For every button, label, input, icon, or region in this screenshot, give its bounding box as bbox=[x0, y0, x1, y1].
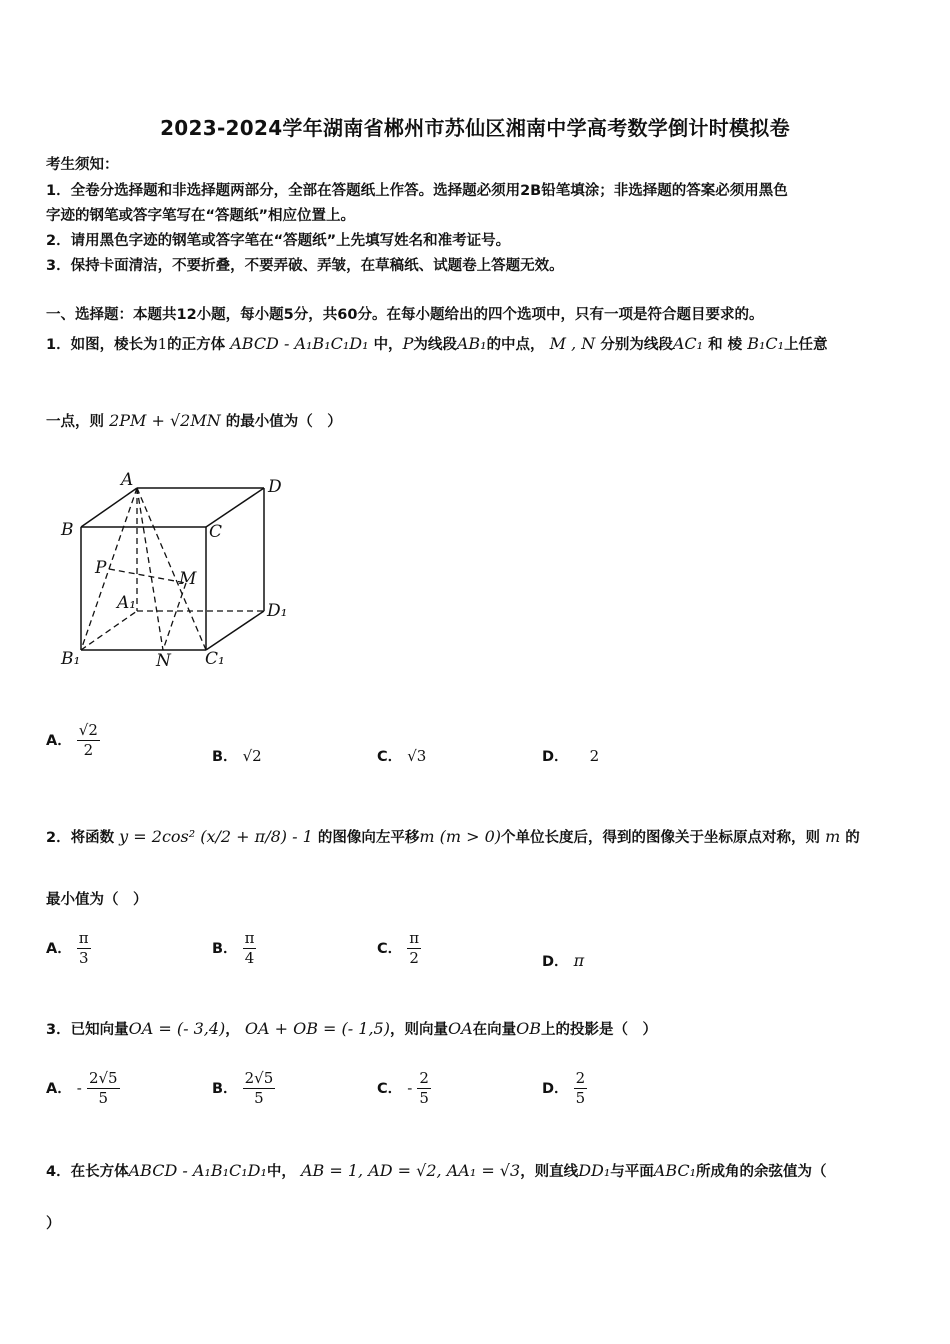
notice-heading: 考生须知： bbox=[46, 157, 119, 173]
edge-b1a1-hidden bbox=[81, 611, 137, 650]
label-p: P bbox=[95, 558, 107, 578]
edge-c1d1 bbox=[206, 611, 264, 650]
q1-option-a-value: $\frac{√2}{2}$ bbox=[78, 721, 98, 760]
label-m: M bbox=[179, 569, 197, 589]
q3-option-b[interactable]: B． $\frac{2√5}{5}$ bbox=[212, 1069, 274, 1108]
q2-function: y = 2cos² (x/2 + π/8) - 1 bbox=[119, 827, 313, 846]
label-a: A bbox=[121, 470, 134, 490]
q1-option-a[interactable]: A． $\frac{√2}{2}$ bbox=[46, 721, 98, 760]
q2-option-d[interactable]: D． π bbox=[542, 951, 585, 970]
q1-stem-line-2: 一点，则 2PM + √2MN 的最小值为（ ） bbox=[46, 411, 342, 430]
q2-option-a[interactable]: A． $\frac{\pi}{3}$ bbox=[46, 929, 89, 968]
cube-diagram bbox=[55, 466, 295, 681]
q1-option-b[interactable]: B． √2 bbox=[212, 747, 262, 765]
edge-ba bbox=[81, 488, 137, 527]
q2-stem-line-1: 2．将函数 y = 2cos² (x/2 + π/8) - 1 的图像向左平移m (m > 0)个单位长度后，得到的图像关于坐标原点对称，则 m 的 bbox=[46, 827, 860, 846]
label-b: B bbox=[61, 520, 74, 540]
label-c: C bbox=[209, 522, 223, 542]
q4-stem-line-1: 4．在长方体ABCD - A₁B₁C₁D₁中， AB = 1, AD = √2, AA₁ = √3，则直线DD₁与平面ABC₁所成角的余弦值为（ bbox=[46, 1161, 827, 1180]
q2-stem-line-2: 最小值为（ ） bbox=[46, 892, 148, 908]
label-n: N bbox=[156, 651, 171, 671]
q1-cube-name: ABCD - A₁B₁C₁D₁ bbox=[230, 334, 369, 353]
label-b1: B₁ bbox=[61, 649, 81, 669]
q1-stem-line-1: 1．如图，棱长为1的正方体 ABCD - A₁B₁C₁D₁ 中，P为线段AB₁的中点， M , N 分别为线段AC₁ 和 棱 B₁C₁上任意 bbox=[46, 334, 828, 353]
segment-an bbox=[137, 488, 163, 650]
q4-stem-line-2: ） bbox=[46, 1216, 61, 1232]
label-c1: C₁ bbox=[205, 649, 225, 669]
label-a1: A₁ bbox=[117, 593, 137, 613]
q1-expression: 2PM + √2MN bbox=[109, 411, 221, 430]
cube-figure bbox=[55, 466, 295, 685]
q3-option-a[interactable]: A． - $\frac{2√5}{5}$ bbox=[46, 1069, 118, 1108]
notice-line-1b: 字迹的钢笔或答字笔写在“答题纸”相应位置上。 bbox=[46, 208, 356, 224]
q1-edge-length: 1 bbox=[157, 335, 168, 353]
label-d: D bbox=[268, 477, 282, 497]
q1-option-d[interactable]: D． 2 bbox=[542, 747, 600, 765]
page-title: 2023-2024学年湖南省郴州市苏仙区湘南中学高考数学倒计时模拟卷 bbox=[160, 116, 790, 140]
section-heading: 一、选择题：本题共12小题，每小题5分，共60分。在每小题给出的四个选项中，只有一项是符合题目要求的。 bbox=[46, 307, 764, 323]
notice-line-2: 2．请用黑色字迹的钢笔或答字笔在“答题纸”上先填写姓名和准考证号。 bbox=[46, 233, 511, 249]
q1-option-c[interactable]: C． √3 bbox=[377, 747, 427, 765]
q2-option-c[interactable]: C． $\frac{\pi}{2}$ bbox=[377, 929, 420, 968]
q2-option-b[interactable]: B． $\frac{\pi}{4}$ bbox=[212, 929, 255, 968]
q3-stem: 3．已知向量OA = (- 3,4)， OA + OB = (- 1,5)，则向量OA在向量OB上的投影是（ ） bbox=[46, 1019, 657, 1038]
segment-mn bbox=[163, 583, 186, 650]
q3-option-c[interactable]: C． - $\frac{2}{5}$ bbox=[377, 1069, 429, 1108]
q3-option-d[interactable]: D． $\frac{2}{5}$ bbox=[542, 1069, 586, 1108]
notice-line-3: 3．保持卡面清洁，不要折叠，不要弄破、弄皱，在草稿纸、试题卷上答题无效。 bbox=[46, 258, 564, 274]
label-d1: D₁ bbox=[267, 601, 288, 621]
notice-line-1: 1．全卷分选择题和非选择题两部分，全部在答题纸上作答。选择题必须用2B铅笔填涂；非选择题的答案必须用黑色 bbox=[46, 183, 788, 199]
